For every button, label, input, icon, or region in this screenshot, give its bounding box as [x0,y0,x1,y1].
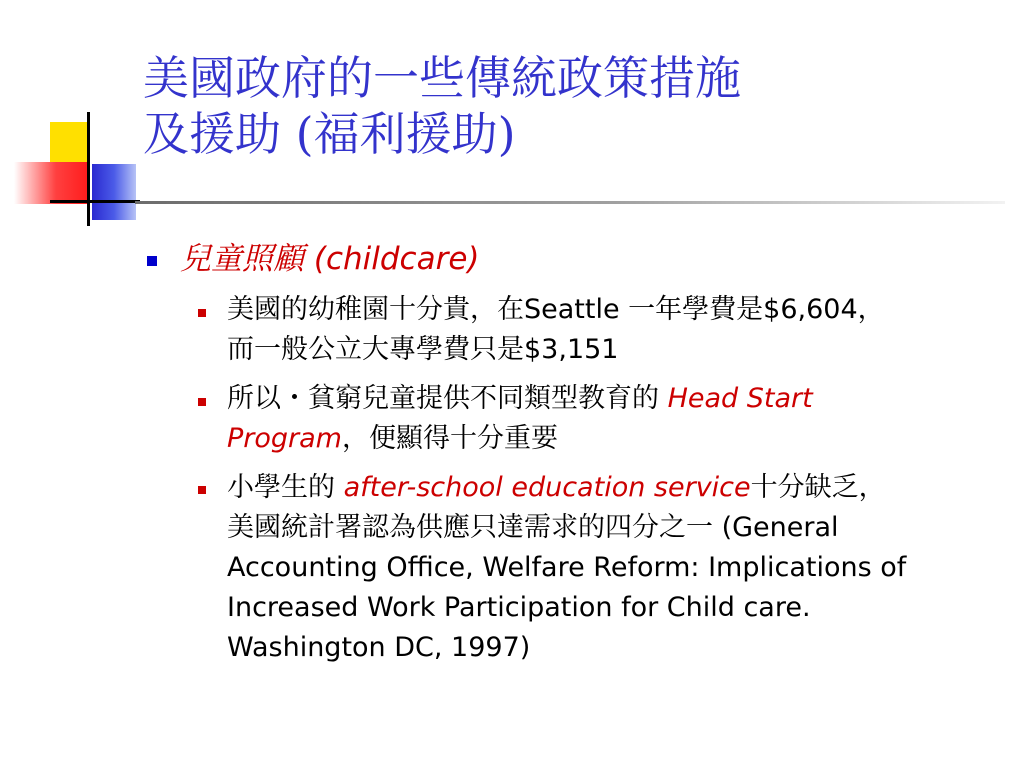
list-item-line: 美國的幼稚園十分貴，在Seattle 一年學費是$6,604， [227,294,885,325]
red-gradient-shape [14,162,90,204]
program-emphasis: Program [227,423,342,454]
list-item-line [227,379,1019,419]
horizontal-line-shape [50,200,140,203]
yellow-square-shape [50,122,90,162]
list-item-line [227,419,1019,459]
head-start-emphasis: Head Start [667,383,813,414]
list-item-line: Washington DC, 1997) [227,632,531,663]
list-item-line: 美國統計署認為供應只達需求的四分之一 (General [227,512,839,543]
blue-gradient-shape [92,164,136,220]
text-span: 所以・貧窮兒童提供不同類型教育的 [227,383,668,414]
title-line-1: 美國政府的一些傳統政策措施 [143,51,741,105]
decorative-logo [0,0,150,240]
vertical-line-shape [87,112,90,226]
bullet-square-icon [198,309,206,317]
list-item-after-school [227,468,1019,668]
bullet-square-icon [198,398,206,406]
list-item-line [227,468,1019,508]
level1-heading: 兒童照顧 (childcare) [180,241,480,277]
text-span: 小學生的 [227,472,344,503]
slide-title [143,50,1003,162]
list-item-line: Accounting Office, Welfare Reform: Implications of [227,552,907,583]
level1-bullet-square-icon [147,256,157,266]
list-item-line: Increased Work Participation for Child care. [227,592,811,623]
title-divider [135,201,1005,204]
list-item-line: 而一般公立大專學費只是$3,151 [227,334,619,365]
list-item-fees [227,290,1019,370]
list-item-head-start [227,379,1019,459]
after-school-emphasis: after-school education service [343,472,751,503]
text-span: 十分缺乏， [750,472,886,503]
text-span: ，便顯得十分重要 [342,423,558,454]
title-line-2: 及援助 (福利援助) [143,107,516,161]
bullet-square-icon [198,486,206,494]
